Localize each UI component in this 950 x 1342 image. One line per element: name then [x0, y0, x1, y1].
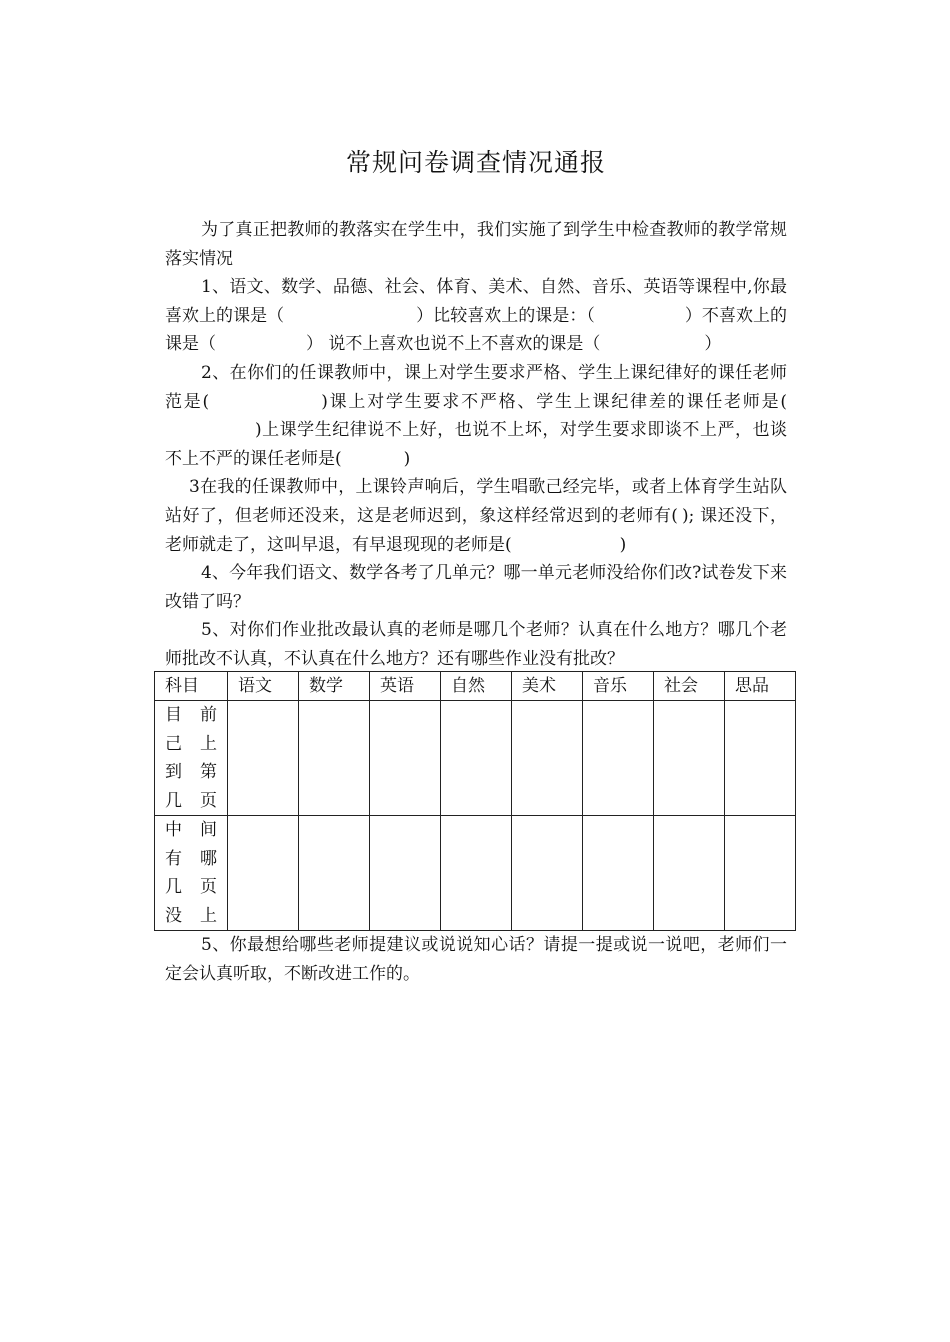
table-cell	[512, 701, 583, 816]
table-cell	[228, 701, 299, 816]
table-cell	[441, 701, 512, 816]
table-cell	[654, 701, 725, 816]
q1-text-a: 1、语文、数学、品德、社会、体育、美术、自然、音乐、英语等课程中,你最喜欢上的课是（	[165, 277, 787, 326]
question-4: 4、今年我们语文、数学各考了几单元？哪一单元老师没给你们改?试卷发下来改错了吗？	[165, 563, 787, 612]
row-label-line: 有 哪	[165, 848, 217, 869]
q3-text-a: 3在我的任课教师中，上课铃声响后，学生唱歌己经完毕，或者上体育学生站队站好了，但老师还没来，这是老师迟到，象这样经常迟到的老师有(	[165, 477, 787, 526]
row-label-cell	[155, 701, 228, 816]
question-2	[165, 359, 787, 473]
row-label-line: 没上	[165, 905, 217, 926]
q1-text-c: ）不喜欢上的课是（	[165, 305, 788, 355]
table-cell	[512, 816, 583, 931]
table-row	[155, 816, 796, 931]
row-label-line: 中 间	[165, 820, 217, 840]
row-label-line: 目 前	[165, 705, 217, 725]
survey-body	[165, 216, 787, 674]
table-header-cell: 自然	[441, 672, 512, 701]
row-label-line: 几页	[165, 790, 217, 811]
table-header-cell: 社会	[654, 672, 725, 701]
q2-text-d: )	[403, 448, 411, 469]
table-header-cell: 科目	[155, 672, 228, 701]
q1-text-d: ） 说不上喜欢也说不上不喜欢的课是（	[306, 334, 601, 355]
table-cell	[583, 701, 654, 816]
q3-text-b: ); 课还没下，老师就走了，这叫早退，有早退现现的老师是(	[165, 505, 787, 555]
row-label-line: 几 页	[165, 877, 217, 897]
table-cell	[725, 701, 796, 816]
table-cell	[583, 816, 654, 931]
table-cell	[370, 816, 441, 931]
table-cell	[654, 816, 725, 931]
question-5: 5、对你们作业批改最认真的老师是哪几个老师？认真在什么地方？哪几个老师批改不认真，不认真在什么地方？还有哪些作业没有批改？	[165, 620, 787, 669]
subject-table	[154, 671, 796, 931]
table-cell	[299, 816, 370, 931]
table-header-cell: 美术	[512, 672, 583, 701]
table-header-cell: 数学	[299, 672, 370, 701]
q2-text-a: 2、在你们的任课教师中，课上对学生要求严格、学生上课纪律好的课任老师范是(	[165, 362, 787, 412]
row-label-line: 己 上	[165, 733, 217, 754]
table-cell	[441, 816, 512, 931]
question-1	[165, 273, 787, 359]
q2-text-c: )上课学生纪律说不上好，也说不上坏，对学生要求即谈不上严，也谈不上不严的课任老师是(	[165, 420, 787, 469]
q2-text-b: )课上对学生要求不严格、学生上课纪律差的课任老师是(	[321, 391, 787, 412]
table-header-cell: 语文	[228, 672, 299, 701]
table-header-cell: 思品	[725, 672, 796, 701]
q1-text-b: ）比较喜欢上的课是：（	[416, 305, 595, 326]
q1-text-e: ）	[704, 334, 722, 355]
row-label-line: 到 第	[165, 762, 217, 782]
row-label-cell	[155, 816, 228, 931]
intro-paragraph: 为了真正把教师的教落实在学生中，我们实施了到学生中检查教师的教学常规落实情况	[165, 220, 787, 269]
table-header-cell: 英语	[370, 672, 441, 701]
table-cell	[370, 701, 441, 816]
page-title: 常规问卷调查情况通报	[345, 148, 606, 177]
table-header-cell: 音乐	[583, 672, 654, 701]
table-cell	[299, 701, 370, 816]
question-3	[165, 473, 787, 559]
table-row	[155, 701, 796, 816]
closing-section	[165, 931, 787, 988]
table-cell	[725, 816, 796, 931]
table-cell	[228, 816, 299, 931]
q3-text-c: )	[619, 534, 627, 555]
table-header-row	[155, 672, 796, 701]
question-6: 5、你最想给哪些老师提建议或说说知心话？请提一提或说一说吧，老师们一定会认真听取，不断改进工作的。	[165, 935, 787, 984]
